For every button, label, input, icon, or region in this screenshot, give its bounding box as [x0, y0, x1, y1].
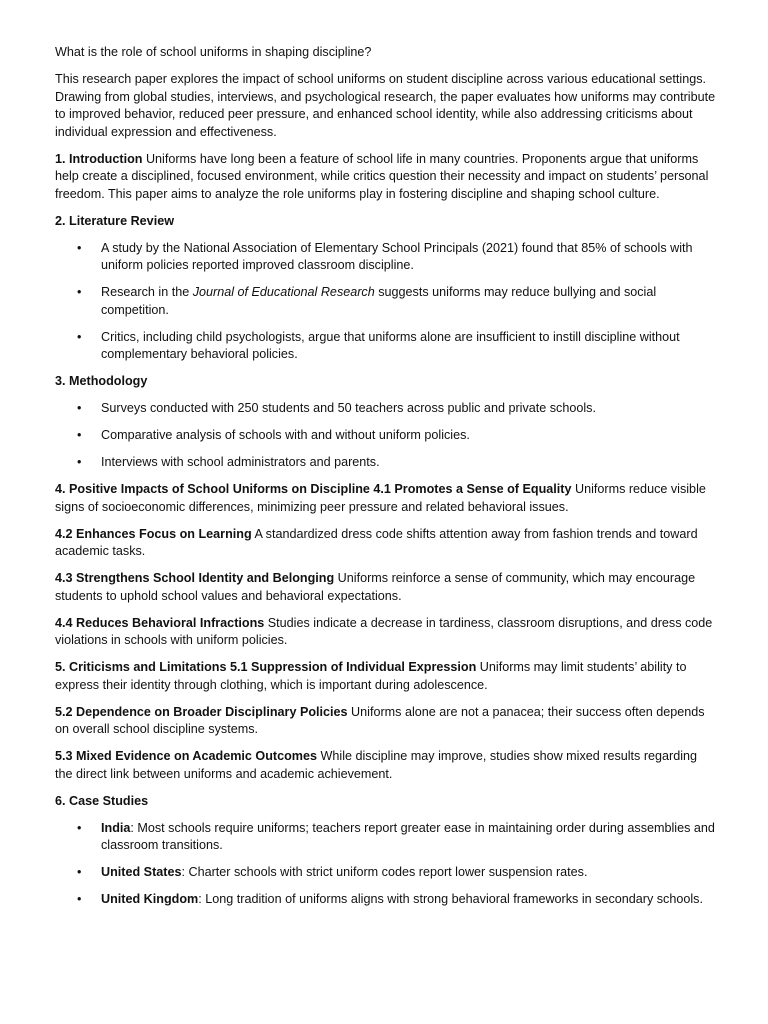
criticisms-heading: 5. Criticisms and Limitations 5.1 Suppression of Individual Expression [55, 660, 477, 674]
positive-impacts-text: Uniforms reduce visible signs of socioeconomic differences, minimizing peer pressure and related behavioral issues. [55, 482, 706, 514]
introduction-paragraph [55, 151, 718, 204]
case-study-label: United States [101, 865, 182, 879]
bullet-icon: • [77, 820, 82, 835]
methodology-heading: 3. Methodology [55, 374, 148, 388]
mixed-evidence-paragraph [55, 748, 718, 783]
list-item [55, 427, 718, 445]
bullet-icon: • [77, 240, 82, 255]
identity-text: Uniforms reinforce a sense of community, which may encourage students to uphold school values and behavioral expectations. [55, 571, 696, 603]
case-studies-list [55, 820, 718, 909]
bullet-icon: • [77, 892, 82, 906]
list-item [55, 864, 718, 882]
focus-heading: 4.2 Enhances Focus on Learning [55, 526, 252, 541]
bullet-icon: • [77, 428, 82, 442]
focus-paragraph [55, 526, 718, 561]
infractions-heading: 4.4 Reduces Behavioral Infractions [55, 615, 265, 630]
positive-impacts-paragraph [55, 481, 718, 516]
introduction-heading: 1. Introduction [55, 151, 143, 166]
infractions-text: Studies indicate a decrease in tardiness, classroom disruptions, and dress code violations in schools with uniform policies. [55, 615, 713, 647]
case-study-label: India [101, 820, 131, 835]
list-item [55, 240, 718, 275]
list-item-suffix: suggests uniforms may reduce bullying and social competition. [101, 285, 657, 317]
bullet-icon: • [77, 455, 82, 469]
list-item-prefix: Research in the [101, 285, 193, 299]
list-item [55, 329, 718, 364]
bullet-icon: • [77, 329, 82, 344]
methodology-list [55, 400, 718, 472]
identity-heading: 4.3 Strengthens School Identity and Belonging [55, 571, 335, 585]
positive-impacts-heading: 4. Positive Impacts of School Uniforms on Discipline 4.1 Promotes a Sense of Equality [55, 482, 572, 496]
dependence-text: Uniforms alone are not a panacea; their success often depends on overall school discipline systems. [55, 704, 705, 736]
abstract-paragraph: This research paper explores the impact of school uniforms on student discipline across various educational settings. Drawing from global studies, interviews, and psychological research, the paper evaluates how uniforms may contribute to improved behavior, reduced peer pressure, and enhanced school identity, while also addressing criticisms about individual expression and effectiveness. [55, 72, 716, 139]
mixed-evidence-text: While discipline may improve, studies show mixed results regarding the direct link between uniforms and academic achievement. [55, 749, 698, 781]
list-item-text: Interviews with school administrators and parents. [101, 455, 380, 469]
list-item-text: A study by the National Association of Elementary School Principals (2021) found that 85% of schools with uniform policies reported improved classroom discipline. [101, 240, 693, 272]
journal-title: Journal of Educational Research [192, 285, 375, 299]
list-item-text: Critics, including child psychologists, argue that uniforms alone are insufficient to instill discipline without complementary behavioral policies. [101, 329, 680, 361]
introduction-text: Uniforms have long been a feature of school life in many countries. Proponents argue that uniforms help create a disciplined, focused environment, while critics question their necessity and impact on students’ personal freedom. This paper aims to analyze the role uniforms play in fostering discipline and shaping school culture. [55, 151, 709, 201]
bullet-icon: • [77, 401, 82, 415]
case-study-text: : Long tradition of uniforms aligns with strong behavioral frameworks in secondary schools. [198, 892, 703, 906]
list-item [55, 400, 718, 418]
identity-paragraph [55, 570, 718, 605]
case-studies-heading: 6. Case Studies [55, 793, 149, 808]
list-item-text: Surveys conducted with 250 students and 50 teachers across public and private schools. [101, 401, 596, 415]
list-item [55, 820, 718, 855]
infractions-paragraph [55, 615, 718, 650]
list-item [55, 454, 718, 472]
mixed-evidence-heading: 5.3 Mixed Evidence on Academic Outcomes [55, 749, 317, 763]
criticisms-text: Uniforms may limit students’ ability to express their identity through clothing, which is important during adolescence. [55, 660, 687, 692]
dependence-heading: 5.2 Dependence on Broader Disciplinary Policies [55, 704, 348, 719]
list-item [55, 891, 718, 909]
list-item-text: Comparative analysis of schools with and without uniform policies. [101, 428, 470, 442]
bullet-icon: • [77, 865, 82, 879]
focus-text: A standardized dress code shifts attention away from fashion trends and toward academic tasks. [55, 526, 698, 558]
list-item [55, 284, 718, 319]
literature-review-list [55, 240, 718, 364]
case-study-text: : Most schools require uniforms; teachers report greater ease in maintaining order during assemblies and classroom transitions. [101, 820, 715, 852]
literature-review-heading: 2. Literature Review [55, 213, 174, 228]
case-study-label: United Kingdom [101, 892, 199, 906]
dependence-paragraph [55, 704, 718, 739]
bullet-icon: • [77, 285, 82, 299]
research-question: What is the role of school uniforms in shaping discipline? [55, 45, 372, 59]
case-study-text: : Charter schools with strict uniform codes report lower suspension rates. [181, 865, 588, 879]
criticisms-paragraph [55, 659, 718, 694]
